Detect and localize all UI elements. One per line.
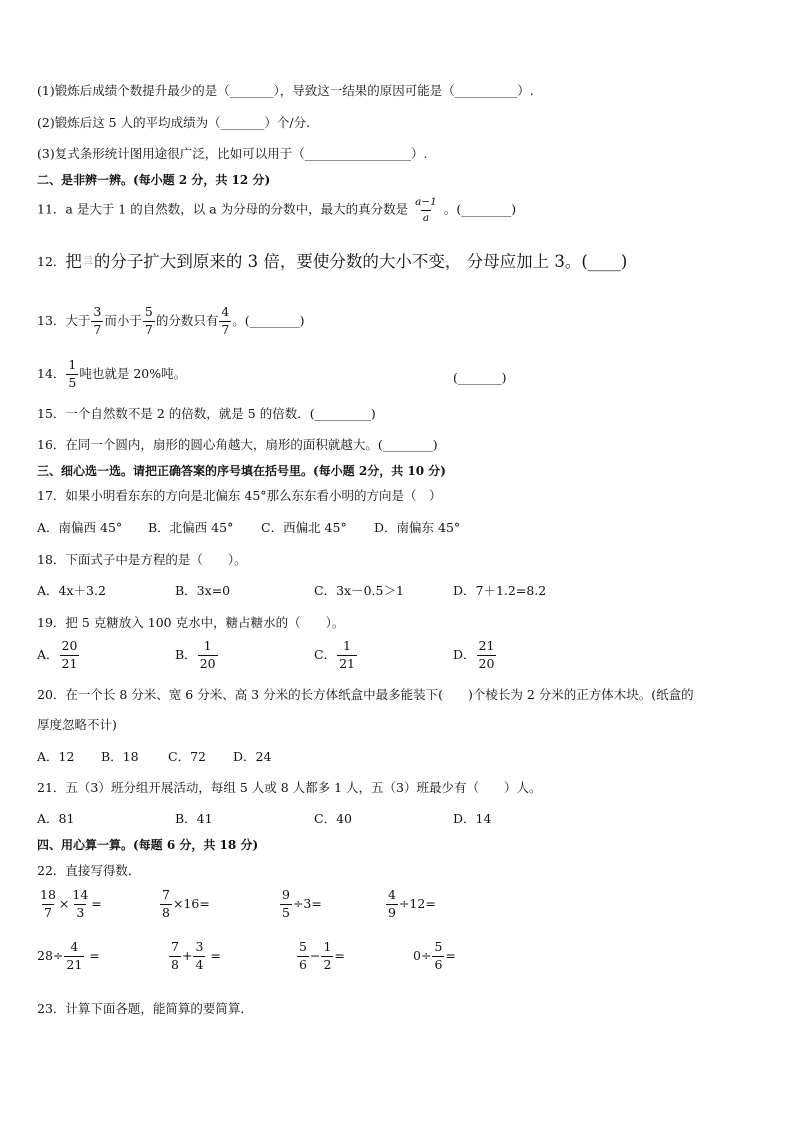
- q22-r2-1-a-den: 21: [66, 956, 83, 972]
- q22-r1-2-a-den: 8: [162, 904, 170, 920]
- question-15: 15．一个自然数不是 2 的倍数，就是 5 的倍数．(_________): [37, 406, 376, 421]
- question-3-2: (2)锻炼后这 5 人的平均成绩为（_______）个/分.: [37, 115, 311, 130]
- q22-r1-1-b-num: 14: [72, 887, 89, 902]
- question-21: 21．五（3）班分组开展活动，每组 5 人或 8 人都多 1 人，五（3）班最少有（ ）人。: [37, 780, 542, 795]
- q22-r1-3-op: ÷3=: [292, 895, 322, 911]
- q14-text: 吨也就是 20%吨。: [79, 365, 187, 381]
- q22-r2-2-frac-b: [193, 941, 205, 971]
- q22-r1-3-a-num: 9: [282, 887, 290, 902]
- q19-a-numerator: 20: [61, 638, 78, 653]
- question-18: 18．下面式子中是方程的是（ ）。: [37, 552, 247, 567]
- q22-r2-1-eq: =: [85, 947, 100, 963]
- q20-option-d: D．24: [233, 749, 272, 764]
- q19-b-fraction: [198, 640, 218, 670]
- q22-r2-4-a-num: 5: [434, 939, 443, 954]
- q19-c-label: C．: [314, 646, 337, 662]
- q22-r2-3-frac-a: [297, 941, 309, 971]
- question-20-line-2: 厚度忽略不计): [37, 717, 117, 732]
- q13-fraction-3: [219, 306, 231, 336]
- q13-f2-numerator: 5: [144, 304, 153, 319]
- q18-option-d: D．7＋1.2=8.2: [453, 583, 547, 598]
- q22-r1-2-frac-a: [160, 889, 172, 919]
- q22-r1-1-eq: =: [91, 895, 102, 911]
- q19-c-denominator: 21: [339, 655, 355, 671]
- q19-option-d: [453, 640, 497, 670]
- q22-r1-item-3: [279, 889, 322, 919]
- q19-d-numerator: 21: [478, 638, 495, 653]
- q22-r2-2-eq: =: [206, 947, 221, 963]
- q22-r2-3-b-den: 2: [323, 956, 332, 972]
- question-16: 16．在同一个圆内，扇形的圆心角越大，扇形的面积就越大。(________): [37, 437, 438, 452]
- q21-option-c: C．40: [314, 811, 352, 826]
- q12-text: 把: [65, 252, 82, 271]
- question-3-3: (3)复式条形统计图用途很广泛，比如可以用于（_________________）.: [37, 146, 428, 161]
- q22-r1-item-2: [159, 889, 210, 919]
- q22-r2-3-a-den: 6: [299, 956, 307, 972]
- q22-r1-2-op: ×16=: [172, 895, 210, 911]
- q13-f1-numerator: 3: [93, 304, 102, 319]
- q13-fraction-1: [91, 306, 103, 336]
- q20-option-b: B．18: [101, 749, 139, 764]
- q22-r1-1-frac-a: [38, 889, 58, 919]
- q17-option-d: D．南偏东 45°: [374, 520, 461, 535]
- q21-option-d: D．14: [453, 811, 492, 826]
- q19-option-b: [175, 640, 219, 670]
- q11-numerator: a−1: [415, 196, 437, 208]
- q22-r1-1-a-num: 18: [40, 887, 56, 902]
- q13-f3-denominator: 7: [221, 321, 230, 337]
- q18-option-a: A．4x＋3.2: [37, 583, 106, 598]
- q19-c-fraction: [337, 640, 357, 670]
- q17-option-a: A．南偏西 45°: [37, 520, 123, 535]
- q12-rest: 的分子扩大到原来的 3 倍，要使分数的大小不变， 分母应加上 3。(____): [93, 252, 628, 271]
- q14-denominator: 5: [68, 374, 77, 390]
- q22-r2-1-frac-a: [64, 941, 84, 971]
- section-3-title: 三、细心选一选。请把正确答案的序号填在括号里。(每小题 2分，共 10 分): [37, 464, 446, 478]
- q22-r2-4-a-den: 6: [434, 956, 443, 972]
- q13-f3-numerator: 4: [221, 304, 230, 319]
- q13-f1-denominator: 7: [93, 321, 102, 337]
- question-19: 19．把 5 克糖放入 100 克水中，糖占糖水的（ ）。: [37, 615, 345, 630]
- q19-d-label: D．: [453, 646, 476, 662]
- section-2-title: 二、是非辨一辨。(每小题 2 分，共 12 分): [37, 173, 271, 187]
- q22-r2-2-a-den: 8: [171, 956, 179, 972]
- q22-r1-item-4: [385, 889, 436, 919]
- q18-option-b: B．3x=0: [175, 583, 231, 598]
- q22-r2-1-pre: 28÷: [37, 947, 64, 963]
- q22-r2-item-3: [296, 941, 345, 971]
- q22-r1-4-a-num: 4: [388, 887, 396, 902]
- q11-text: 11．a 是大于 1 的自然数，以 a 为分母的分数中，最大的真分数是: [37, 201, 409, 217]
- q22-r1-item-1: [37, 889, 102, 919]
- q22-r1-1-frac-b: [70, 889, 90, 919]
- q22-r2-4-frac-a: [432, 941, 444, 971]
- q22-r1-1-op: ×: [58, 895, 70, 911]
- q19-a-label: A．: [37, 646, 59, 662]
- q22-r2-1-a-num: 4: [70, 939, 79, 954]
- q22-r2-2-frac-a: [169, 941, 181, 971]
- q22-r1-1-b-den: 3: [76, 904, 85, 920]
- question-12: [37, 254, 627, 271]
- q22-r1-3-a-den: 5: [282, 904, 290, 920]
- q13-mid2: 的分数只有: [155, 312, 219, 328]
- q22-r2-item-2: [168, 941, 221, 971]
- q19-option-a: [37, 640, 80, 670]
- q11-blank: 。(________): [443, 201, 517, 217]
- q18-option-c: C．3x－0.5＞1: [314, 583, 404, 598]
- question-13: [37, 306, 305, 336]
- q22-r1-3-frac-a: [280, 889, 292, 919]
- q14-numerator: 1: [68, 357, 77, 372]
- q13-mid: 而小于: [104, 312, 142, 328]
- q12-number: 12．: [37, 254, 66, 269]
- q19-a-fraction: [60, 640, 80, 670]
- question-3-1: (1)锻炼后成绩个数提升最少的是（_______），导致这一结果的原因可能是（__________）.: [37, 83, 534, 98]
- section-4-title: 四、用心算一算。(每题 6 分，共 18 分): [37, 838, 259, 852]
- q22-r2-2-b-den: 4: [195, 956, 204, 972]
- q14-blank: (_______): [453, 370, 507, 385]
- q20-option-c: C．72: [168, 749, 206, 764]
- q22-r2-4-eq: =: [445, 947, 456, 963]
- q14-fraction: [66, 359, 78, 389]
- q12-fraction-mark: 亖: [82, 256, 93, 268]
- q13-f2-denominator: 7: [144, 321, 153, 337]
- question-17: 17．如果小明看东东的方向是北偏东 45°那么东东看小明的方向是（ ）: [37, 488, 442, 503]
- q22-r2-item-1: [37, 941, 100, 971]
- q22-r2-item-4: [413, 941, 456, 971]
- q19-d-fraction: [477, 640, 497, 670]
- question-11: [37, 197, 516, 223]
- q22-r1-1-a-den: 7: [43, 904, 52, 920]
- q22-r2-3-op: −: [309, 947, 321, 963]
- q13-pre: 13．大于: [37, 312, 91, 328]
- q19-a-denominator: 21: [61, 655, 78, 671]
- q22-r2-3-a-num: 5: [299, 939, 307, 954]
- q14-pre: 14．: [37, 365, 66, 381]
- q22-r2-4-pre: 0÷: [413, 947, 432, 963]
- q13-fraction-2: [143, 306, 155, 336]
- q22-r2-2-a-num: 7: [171, 939, 179, 954]
- q19-d-denominator: 20: [478, 655, 495, 671]
- q22-r1-4-frac-a: [386, 889, 398, 919]
- question-22: 22．直接写得数．: [37, 863, 141, 878]
- question-23: 23．计算下面各题，能简算的要简算．: [37, 1001, 253, 1016]
- q19-option-c: [314, 640, 358, 670]
- q22-r2-2-b-num: 3: [195, 939, 204, 954]
- q11-denominator: a: [422, 211, 430, 224]
- q17-option-b: B．北偏西 45°: [148, 520, 234, 535]
- q21-option-b: B．41: [175, 811, 213, 826]
- q13-blank: 。(________): [232, 312, 305, 328]
- question-20-line-1: 20．在一个长 8 分米、宽 6 分米、高 3 分米的长方体纸盒中最多能装下( )个棱长为 2 分米的正方体木块。(纸盒的: [37, 687, 694, 702]
- q22-r2-3-eq: =: [334, 947, 345, 963]
- q22-r2-3-frac-b: [321, 941, 333, 971]
- q11-fraction: [413, 197, 439, 223]
- q20-option-a: A．12: [37, 749, 75, 764]
- q19-b-denominator: 20: [199, 655, 216, 671]
- q19-b-numerator: 1: [203, 638, 212, 653]
- q19-c-numerator: 1: [343, 638, 351, 653]
- q19-b-label: B．: [175, 646, 197, 662]
- question-14: [37, 359, 186, 389]
- q17-option-c: C．西偏北 45°: [261, 520, 347, 535]
- q22-r1-4-a-den: 9: [388, 904, 396, 920]
- q21-option-a: A．81: [37, 811, 75, 826]
- q22-r2-3-b-num: 1: [323, 939, 332, 954]
- q22-r2-2-op: +: [181, 947, 193, 963]
- q22-r1-4-op: ÷12=: [398, 895, 436, 911]
- q22-r1-2-a-num: 7: [162, 887, 170, 902]
